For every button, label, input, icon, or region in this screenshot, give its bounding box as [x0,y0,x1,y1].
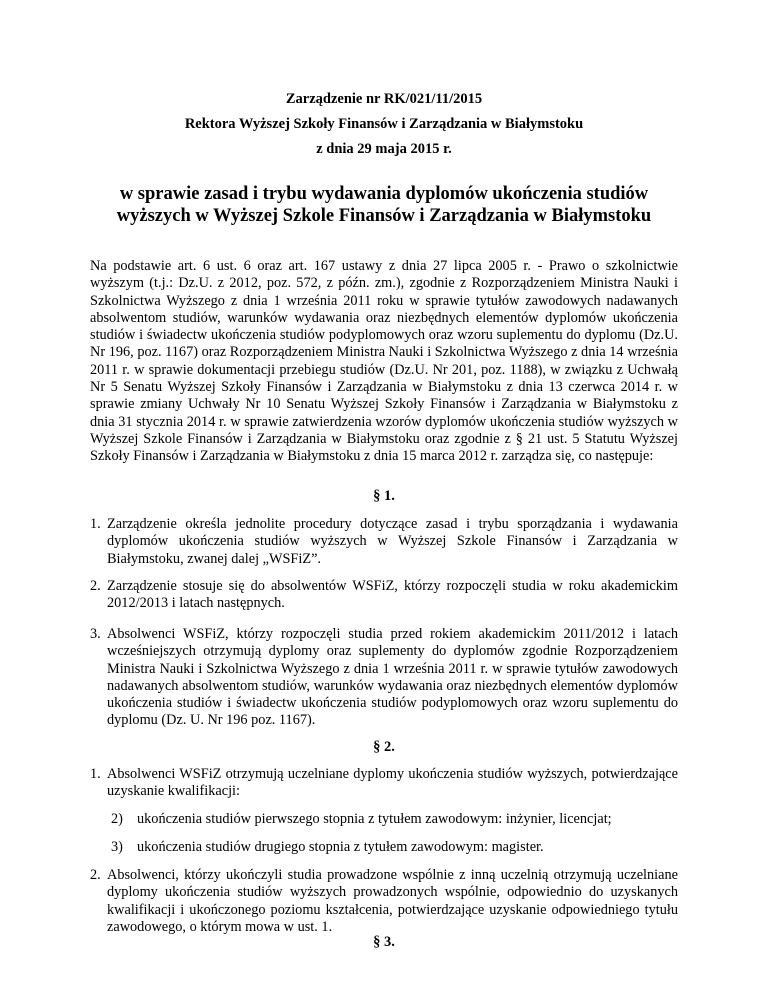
list-item-number: 2. [90,578,101,594]
list-item-number: 1. [90,766,101,782]
section-heading-3: § 3. [373,934,395,950]
issuer-line: Rektora Wyższej Szkoły Finansów i Zarządzania w Białymstoku [184,116,584,132]
list-item [90,766,678,801]
list-item-number: 2. [90,867,101,883]
list-item [90,516,678,568]
list-item [90,867,678,936]
list-item-number: 1. [90,516,101,532]
document-title-line-2: wyższych w Wyższej Szkole Finansów i Zarządzania w Białymstoku [116,206,652,226]
sub-list-item-text: ukończenia studiów pierwszego stopnia z tytułem zawodowym: inżynier, licencjat; [137,811,612,827]
order-number: Zarządzenie nr RK/021/11/2015 [285,91,483,107]
sub-list-item [111,811,678,828]
legal-basis-paragraph: Na podstawie art. 6 ust. 6 oraz art. 167 ustawy z dnia 27 lipca 2005 r. - Prawo o szkolnictwie wyższym (t.j.: Dz.U. z 2012, poz. 572, z późn. zm.), zgodnie z Rozporządzeniem Ministra Nauki i Szkolnictwa Wyższego z dnia 1 września 2011 roku w sprawie tytułów zawodowych nadawanych absolwentom studiów, warunków wydawania oraz niezbędnych elementów dyplomów ukończenia studiów i świadectw ukończenia studiów podyplomowych oraz wzoru suplementu do dyplomu (Dz.U. Nr 196, poz. 1167) oraz Rozporządzeniem Ministra Nauki i Szkolnictwa Wyższego z dnia 14 września 2011 r. w sprawie dokumentacji przebiegu studiów (Dz.U. Nr 201, poz. 1188), w związku z Uchwałą Nr 5 Senatu Wyższej Szkoły Finansów i Zarządzania w Białymstoku z dnia 13 czerwca 2014 r. w sprawie zmiany Uchwały Nr 10 Senatu Wyższej Szkoły Finansów i Zarządzania w Białymstoku z dnia 31 stycznia 2014 r. w sprawie zatwierdzenia wzorów dyplomów ukończenia studiów wyższych w Wyższej Szkole Finansów i Zarządzania w Białymstoku oraz zgodnie z § 21 ust. 5 Statutu Wyższej Szkoły Finansów i Zarządzania w Białymstoku z dnia 15 marca 2012 r. zarządza się, co następuje: [90,258,678,465]
order-date: z dnia 29 maja 2015 r. [316,141,452,157]
list-item [90,626,678,730]
list-item-text: Zarządzenie stosuje się do absolwentów WSFiZ, którzy rozpoczęli studia w roku akademickim 2012/2013 i latach następnych. [107,578,678,612]
section-heading-2: § 2. [373,739,395,755]
list-item-text: Absolwenci, którzy ukończyli studia prowadzone wspólnie z inną uczelnią otrzymują uczelniane dyplomy ukończenia studiów wyższych prowadzonych wspólnie, odpowiednio do uzyskanych kwalifikacji i ukończonego poziomu kształcenia, potwierdzające uzyskanie odpowiedniego tytułu zawodowego, o którym mowa w ust. 1. [107,867,678,935]
sub-list-item [111,839,678,856]
sub-list-item-number: 3) [111,839,123,855]
list-item-text: Zarządzenie określa jednolite procedury dotyczące zasad i trybu sporządzania i wydawania dyplomów ukończenia studiów wyższych w Wyższej Szkole Finansów i Zarządzania w Białymstoku, zwanej dalej „WSFiZ”. [107,516,678,567]
document-title-line-1: w sprawie zasad i trybu wydawania dyplomów ukończenia studiów [119,184,649,204]
list-item-text: Absolwenci WSFiZ otrzymują uczelniane dyplomy ukończenia studiów wyższych, potwierdzające uzyskanie kwalifikacji: [107,766,678,800]
list-item-text: Absolwenci WSFiZ, którzy rozpoczęli studia przed rokiem akademickim 2011/2012 i latach wcześniejszych otrzymują dyplomy oraz suplementy do dyplomów zgodnie Rozporządzeniem Ministra Nauki i Szkolnictwa Wyższego z dnia 1 września 2011 r. w sprawie tytułów zawodowych nadawanych absolwentom studiów, warunków wydawania oraz niezbędnych elementów dyplomów ukończenia studiów i świadectw ukończenia studiów podyplomowych oraz wzoru suplementu do dyplomu (Dz. U. Nr 196 poz. 1167). [107,626,678,729]
section-heading-1: § 1. [373,488,395,504]
sub-list-item-number: 2) [111,811,123,827]
sub-list-item-text: ukończenia studiów drugiego stopnia z tytułem zawodowym: magister. [137,839,544,855]
list-item-number: 3. [90,626,101,642]
list-item [90,578,678,613]
